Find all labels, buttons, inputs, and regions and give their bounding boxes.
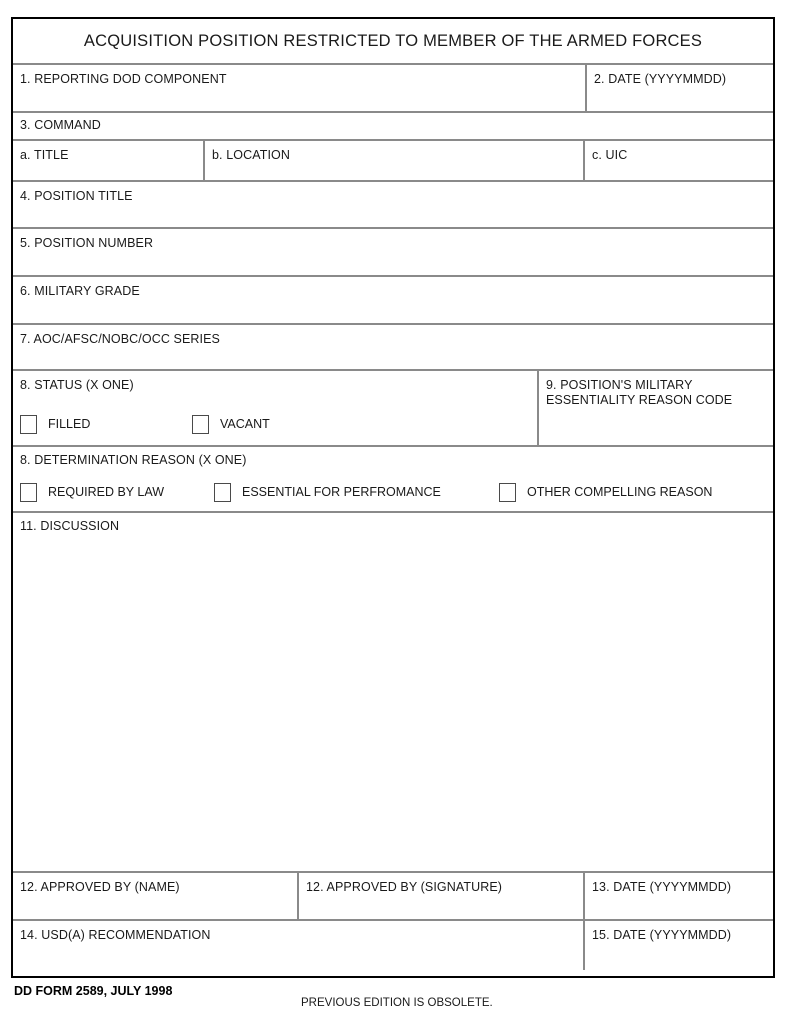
label-command-location: b. LOCATION	[212, 148, 290, 162]
label-command-title: a. TITLE	[20, 148, 69, 162]
label-usda-recommendation: 14. USD(A) RECOMMENDATION	[20, 928, 211, 942]
checkbox-option-vacant[interactable]	[192, 415, 270, 434]
row-military-grade	[13, 277, 773, 325]
form-title-banner	[13, 19, 773, 65]
field-usda-recommendation[interactable]	[13, 921, 583, 970]
checkbox-filled-icon[interactable]	[20, 415, 37, 434]
checkbox-option-other-compelling-reason[interactable]	[499, 483, 712, 502]
field-command[interactable]	[13, 113, 773, 139]
row-occ-series	[13, 325, 773, 371]
field-command-uic[interactable]	[583, 141, 773, 180]
label-position-number: 5. POSITION NUMBER	[20, 236, 154, 250]
field-occ-series[interactable]	[13, 325, 773, 369]
label-determination-reason: 8. DETERMINATION REASON (X ONE)	[20, 453, 247, 467]
field-essentiality-reason-code[interactable]	[537, 371, 773, 445]
checkbox-label-filled: FILLED	[48, 417, 91, 431]
label-discussion: 11. DISCUSSION	[20, 519, 120, 533]
row-approved-by	[13, 873, 773, 921]
checkbox-label-vacant: VACANT	[220, 417, 270, 431]
row-position-title	[13, 182, 773, 229]
label-command-uic: c. UIC	[592, 148, 628, 162]
row-discussion	[13, 513, 773, 873]
row-command-details	[13, 141, 773, 182]
label-command: 3. COMMAND	[20, 118, 101, 132]
label-approved-by-name: 12. APPROVED BY (NAME)	[20, 880, 180, 894]
form-footer	[11, 984, 775, 1020]
field-approved-date[interactable]	[583, 873, 773, 919]
checkbox-required-by-law-icon[interactable]	[20, 483, 37, 502]
row-determination-reason	[13, 447, 773, 513]
checkbox-option-essential-for-performance[interactable]	[214, 483, 499, 502]
row-reporting-component	[13, 65, 773, 113]
label-occ-series: 7. AOC/AFSC/NOBC/OCC SERIES	[20, 332, 220, 346]
label-approved-date: 13. DATE (YYYYMMDD)	[592, 880, 732, 894]
field-discussion[interactable]	[13, 513, 773, 871]
status-checkbox-group	[20, 415, 530, 434]
checkbox-essential-for-performance-icon[interactable]	[214, 483, 231, 502]
field-status	[13, 371, 537, 445]
checkbox-vacant-icon[interactable]	[192, 415, 209, 434]
label-date: 2. DATE (YYYYMMDD)	[594, 72, 727, 86]
label-approved-by-signature: 12. APPROVED BY (SIGNATURE)	[306, 880, 503, 894]
checkbox-option-required-by-law[interactable]	[20, 483, 214, 502]
label-usda-date: 15. DATE (YYYYMMDD)	[592, 928, 732, 942]
label-reporting-dod-component: 1. REPORTING DOD COMPONENT	[20, 72, 227, 86]
label-military-grade: 6. MILITARY GRADE	[20, 284, 140, 298]
row-command	[13, 113, 773, 141]
checkbox-label-other-compelling-reason: OTHER COMPELLING REASON	[527, 485, 713, 499]
field-usda-date[interactable]	[583, 921, 773, 970]
field-position-number[interactable]	[13, 229, 773, 275]
dd-form-2589	[11, 17, 775, 978]
form-identifier: DD FORM 2589, JULY 1998	[14, 984, 173, 998]
checkbox-label-required-by-law: REQUIRED BY LAW	[48, 485, 164, 499]
field-position-title[interactable]	[13, 182, 773, 227]
field-command-location[interactable]	[203, 141, 583, 180]
field-command-title[interactable]	[13, 141, 203, 180]
label-essentiality-reason-code: 9. POSITION'S MILITARY ESSENTIALITY REASON CODE	[546, 378, 733, 407]
field-approved-by-name[interactable]	[13, 873, 297, 919]
row-status	[13, 371, 773, 447]
page-title: ACQUISITION POSITION RESTRICTED TO MEMBER OF THE ARMED FORCES	[83, 31, 703, 50]
checkbox-other-compelling-reason-icon[interactable]	[499, 483, 516, 502]
row-usda-recommendation	[13, 921, 773, 970]
field-reporting-dod-component[interactable]	[13, 65, 585, 111]
checkbox-label-essential-for-performance: ESSENTIAL FOR PERFROMANCE	[242, 485, 441, 499]
label-status: 8. STATUS (X ONE)	[20, 378, 134, 392]
row-position-number	[13, 229, 773, 277]
checkbox-option-filled[interactable]	[20, 415, 192, 434]
previous-edition-note: PREVIOUS EDITION IS OBSOLETE.	[301, 997, 493, 1009]
field-military-grade[interactable]	[13, 277, 773, 323]
field-date[interactable]	[585, 65, 773, 111]
determination-checkbox-group	[20, 483, 766, 502]
field-determination-reason	[13, 447, 773, 511]
label-position-title: 4. POSITION TITLE	[20, 189, 133, 203]
field-approved-by-signature[interactable]	[297, 873, 583, 919]
